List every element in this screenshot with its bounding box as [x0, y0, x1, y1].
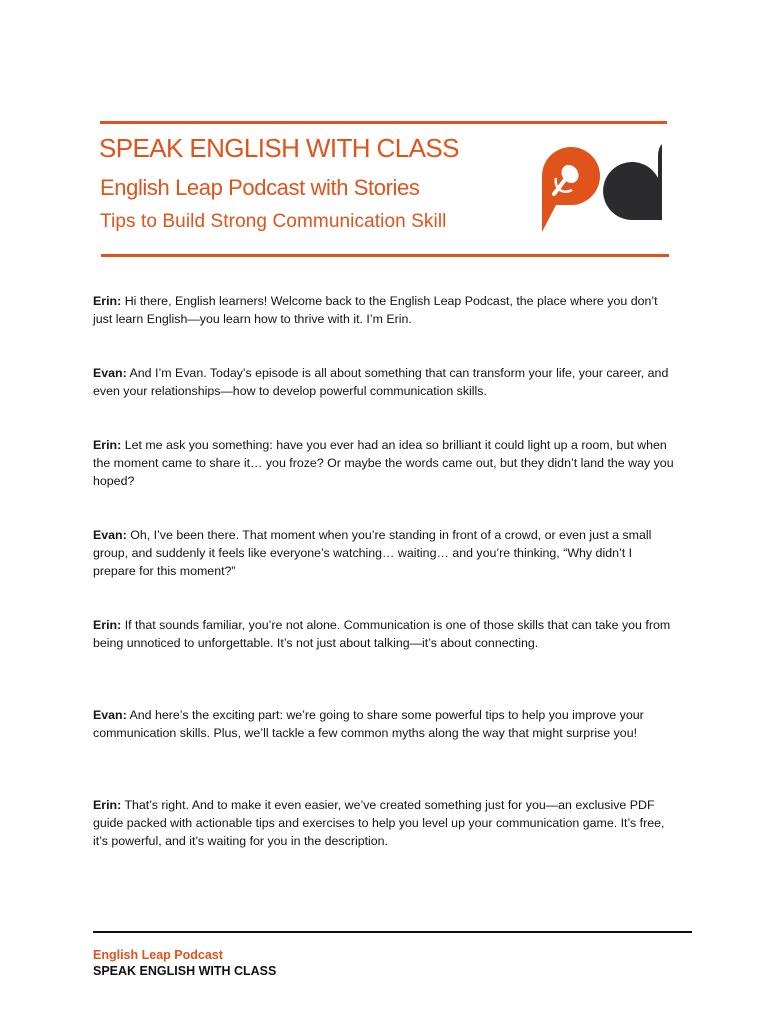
- footer-brand: SPEAK ENGLISH WITH CLASS: [93, 964, 277, 978]
- dialogue-text: If that sounds familiar, you’re not alone. Communication is one of those skills that can take you from being unnoticed to unforgettable. It’s not just about talking—it’s about connecting.: [93, 618, 671, 650]
- speaker-name: Erin:: [93, 294, 122, 308]
- page-title: SPEAK ENGLISH WITH CLASS: [99, 133, 459, 163]
- transcript-paragraph: [93, 707, 678, 743]
- page-subtitle: English Leap Podcast with Stories: [100, 175, 420, 200]
- dialogue-text: Oh, I’ve been there. That moment when you’re standing in front of a crowd, or even just a small group, and suddenly it feels like everyone’s watching… waiting… and you’re thinking, “Why didn’t I prepare for this moment?”: [93, 528, 652, 578]
- page-tagline: Tips to Build Strong Communication Skill: [100, 211, 447, 232]
- speaker-name: Evan:: [93, 366, 127, 380]
- footer-rule: [93, 931, 692, 933]
- speaker-name: Erin:: [93, 798, 122, 812]
- dialogue-text: That’s right. And to make it even easier, we’ve created something just for you—an exclusive PDF guide packed with actionable tips and exercises to help you level up your communication game. It’s free, it’s powerful, and it’s waiting for you in the description.: [93, 798, 665, 848]
- transcript-paragraph: [93, 797, 678, 850]
- speaker-name: Erin:: [93, 438, 122, 452]
- podcast-logo-icon: [536, 138, 666, 234]
- transcript-paragraph: [93, 617, 678, 653]
- transcript-paragraph: [93, 365, 678, 401]
- dialogue-text: And here’s the exciting part: we’re going to share some powerful tips to help you improve your communication skills. Plus, we’ll tackle a few common myths along the way that might surprise you!: [93, 708, 644, 740]
- transcript-paragraph: [93, 293, 678, 329]
- header-top-rule: [100, 121, 667, 124]
- dialogue-text: Hi there, English learners! Welcome back to the English Leap Podcast, the place where you don’t just learn English—you learn how to thrive with it. I’m Erin.: [93, 294, 658, 326]
- transcript-paragraph: [93, 527, 678, 580]
- dialogue-text: And I’m Evan. Today’s episode is all about something that can transform your life, your career, and even your relationships—how to develop powerful communication skills.: [93, 366, 669, 398]
- header-bottom-rule: [101, 254, 669, 257]
- speaker-name: Erin:: [93, 618, 122, 632]
- speaker-name: Evan:: [93, 708, 127, 722]
- speaker-name: Evan:: [93, 528, 127, 542]
- footer-podcast-name: English Leap Podcast: [93, 948, 223, 962]
- transcript-paragraph: [93, 437, 678, 490]
- dialogue-text: Let me ask you something: have you ever had an idea so brilliant it could light up a room, but when the moment came to share it… you froze? Or maybe the words came out, but they didn’t land the way you hoped?: [93, 438, 674, 488]
